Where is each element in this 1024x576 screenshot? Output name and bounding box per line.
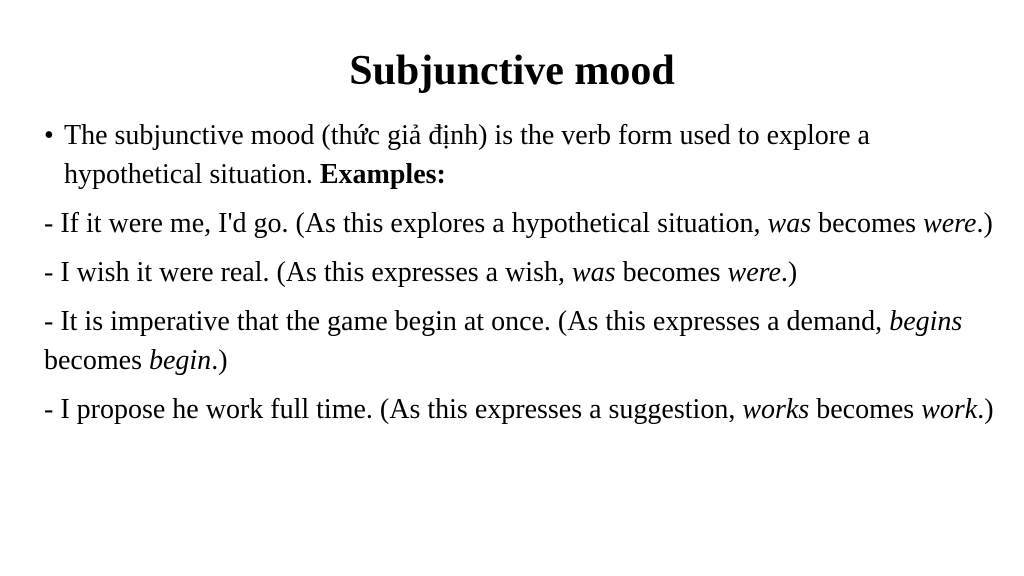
example-middle: becomes <box>816 394 915 425</box>
example-word-to: were <box>727 257 781 288</box>
example-prefix: - I wish it were real. (As this expresses a wish, <box>44 257 565 288</box>
example-word-to: work <box>921 394 978 425</box>
example-item-2 <box>44 253 994 292</box>
example-suffix: .) <box>977 394 994 425</box>
slide-body <box>44 116 994 429</box>
example-middle: becomes <box>44 345 142 376</box>
example-word-from: was <box>767 208 812 239</box>
example-word-from: begins <box>889 306 963 337</box>
example-word-from: was <box>571 257 616 288</box>
example-word-from: works <box>742 394 810 425</box>
slide-title: Subjunctive mood <box>349 48 675 94</box>
example-suffix: .) <box>211 345 228 376</box>
bullet-icon: • <box>44 120 54 151</box>
example-suffix: .) <box>976 208 993 239</box>
intro-bullet-paragraph <box>44 116 994 194</box>
example-suffix: .) <box>780 257 798 288</box>
example-prefix: - I propose he work full time. (As this expresses a suggestion, <box>44 394 736 425</box>
intro-text: The subjunctive mood (thức giả định) is the verb form used to explore a hypothetical situation. <box>64 120 870 190</box>
example-item-4 <box>44 390 994 429</box>
example-prefix: - If it were me, I'd go. (As this explores a hypothetical situation, <box>44 208 761 239</box>
example-word-to: were <box>923 208 977 239</box>
example-item-1 <box>44 204 994 243</box>
example-prefix: - It is imperative that the game begin at once. (As this expresses a demand, <box>44 306 883 337</box>
examples-label: Examples: <box>319 159 446 190</box>
example-item-3 <box>44 302 994 380</box>
example-word-to: begin <box>148 345 212 376</box>
example-middle: becomes <box>818 208 917 239</box>
example-middle: becomes <box>622 257 721 288</box>
